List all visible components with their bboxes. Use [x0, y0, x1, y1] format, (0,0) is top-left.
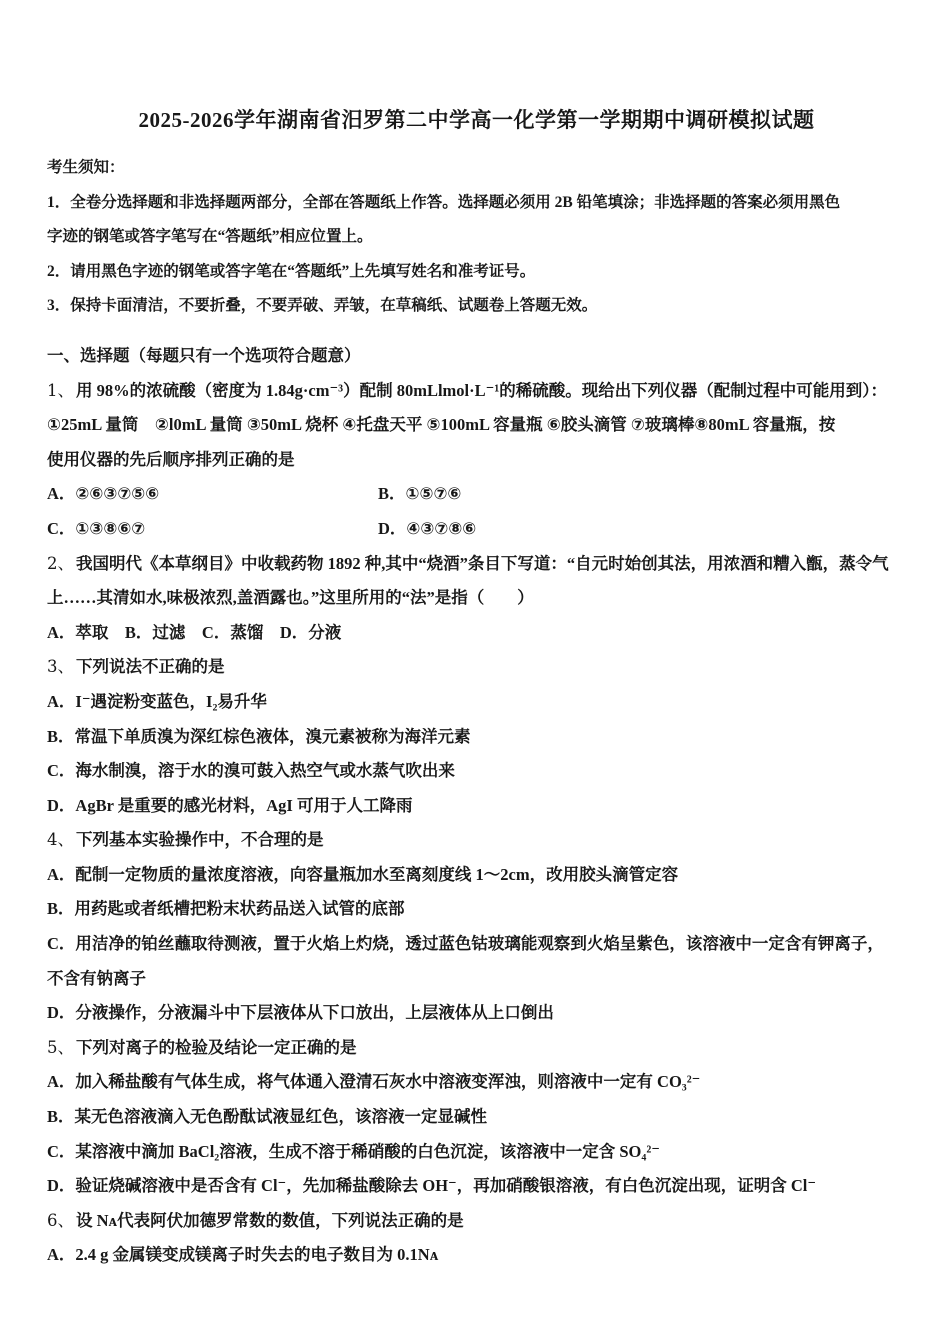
q5-option-a: A．加入稀盐酸有气体生成，将气体通入澄清石灰水中溶液变浑浊，则溶液中一定有 CO₃²⁻: [47, 1072, 701, 1092]
q5-option-b: B．某无色溶液滴入无色酚酞试液显红色，该溶液一定显碱性: [47, 1107, 488, 1127]
candidate-notice: [47, 151, 906, 324]
q3-option-b: B．常温下单质溴为深红棕色液体，溴元素被称为海洋元素: [47, 726, 471, 746]
question-5: [47, 1031, 906, 1204]
q3-option-a: A．I⁻遇淀粉变蓝色，I₂易升华: [47, 691, 267, 711]
q6-number: 6、: [47, 1210, 74, 1230]
q1-option-b: B．①⑤⑦⑥: [378, 484, 462, 504]
q1-option-d: D．④③⑦⑧⑥: [378, 518, 477, 538]
q1-stem-text: 用 98%的浓硫酸（密度为 1.84g·cm⁻³）配制 80mLlmol·L⁻¹的稀硫酸。现给出下列仪器（配制过程中可能用到）：: [76, 380, 888, 400]
notice-line-1-cont: 字迹的钢笔或答字笔写在“答题纸”相应位置上。: [47, 228, 373, 246]
q5-stem-text: 下列对离子的检验及结论一定正确的是: [76, 1037, 357, 1057]
q2-options-inline: A．萃取 B．过滤 C．蒸馏 D．分液: [47, 622, 342, 642]
q2-stem-text: 我国明代《本草纲目》中收载药物 1892 种,其中“烧酒”条目下写道：“自元时始创其法，用浓酒和糟入甑，蒸令气: [76, 553, 889, 573]
q1-options-row-2: [47, 512, 906, 547]
q3-option-d: D．AgBr 是重要的感光材料，AgI 可用于人工降雨: [47, 795, 413, 815]
question-1: [47, 374, 906, 547]
q2-stem-cont: 上……其清如水,味极浓烈,盖酒露也。”这里所用的“法”是指（ ）: [47, 588, 534, 608]
q6-stem: [47, 1204, 906, 1239]
q1-stem-cont: 使用仪器的先后顺序排列正确的是: [47, 449, 295, 469]
q2-stem: [47, 547, 906, 582]
q1-options-row-1: [47, 477, 906, 512]
question-6: [47, 1204, 906, 1273]
q5-stem: [47, 1031, 906, 1066]
q3-option-c: C．海水制溴，溶于水的溴可鼓入热空气或水蒸气吹出来: [47, 761, 455, 781]
q1-option-a: A．②⑥③⑦⑤⑥: [47, 484, 160, 504]
q5-option-d: D．验证烧碱溶液中是否含有 Cl⁻，先加稀盐酸除去 OH⁻，再加硝酸银溶液，有白色沉淀出现，证明含 Cl⁻: [47, 1176, 817, 1196]
question-4: [47, 823, 906, 1031]
notice-heading: 考生须知：: [47, 159, 125, 176]
question-body: [47, 339, 906, 1273]
notice-line-2: 2．请用黑色字迹的钢笔或答字笔在“答题纸”上先填写姓名和准考证号。: [47, 262, 536, 280]
section-1-heading: 一、选择题（每题只有一个选项符合题意）: [47, 345, 361, 365]
q4-option-c-cont: 不含有钠离子: [47, 968, 146, 988]
question-2: [47, 547, 906, 651]
q6-option-a: A．2.4 g 金属镁变成镁离子时失去的电子数目为 0.1Nᴀ: [47, 1245, 439, 1265]
q1-number: 1、: [47, 380, 74, 400]
q3-stem-text: 下列说法不正确的是: [76, 657, 225, 677]
notice-line-3: 3．保持卡面清洁，不要折叠，不要弄破、弄皱，在草稿纸、试题卷上答题无效。: [47, 297, 598, 315]
q4-stem-text: 下列基本实验操作中，不合理的是: [76, 830, 324, 850]
q2-number: 2、: [47, 553, 74, 573]
q1-stem: [47, 374, 906, 409]
notice-line-1: 1．全卷分选择题和非选择题两部分，全部在答题纸上作答。选择题必须用 2B 铅笔填涂；非选择题的答案必须用黑色: [47, 193, 841, 211]
page-title: 2025-2026学年湖南省汨罗第二中学高一化学第一学期期中调研模拟试题: [138, 108, 815, 132]
q5-number: 5、: [47, 1037, 74, 1057]
q3-stem: [47, 650, 906, 685]
q1-option-c: C．①③⑧⑥⑦: [47, 518, 146, 538]
q4-option-b: B．用药匙或者纸槽把粉末状药品送入试管的底部: [47, 899, 405, 919]
q4-option-d: D．分液操作，分液漏斗中下层液体从下口放出，上层液体从上口倒出: [47, 1003, 554, 1023]
q5-option-c: C．某溶液中滴加 BaCl₂溶液，生成不溶于稀硝酸的白色沉淀，该溶液中一定含 SO₄²⁻: [47, 1141, 660, 1161]
q6-stem-text: 设 Nᴀ代表阿伏加德罗常数的数值，下列说法正确的是: [76, 1210, 464, 1230]
q4-number: 4、: [47, 830, 74, 850]
q4-option-c: C．用洁净的铂丝蘸取待测液，置于火焰上灼烧，透过蓝色钴玻璃能观察到火焰呈紫色，该溶液中一定含有钾离子，: [47, 934, 884, 954]
q4-option-a: A．配制一定物质的量浓度溶液，向容量瓶加水至离刻度线 1～2cm，改用胶头滴管定容: [47, 864, 679, 884]
q1-instrument-list: ①25mL 量筒 ②l0mL 量筒 ③50mL 烧杯 ④托盘天平 ⑤100mL 容量瓶 ⑥胶头滴管 ⑦玻璃棒⑧80mL 容量瓶，按: [47, 415, 836, 435]
question-3: [47, 650, 906, 823]
q3-number: 3、: [47, 657, 74, 677]
q4-stem: [47, 823, 906, 858]
